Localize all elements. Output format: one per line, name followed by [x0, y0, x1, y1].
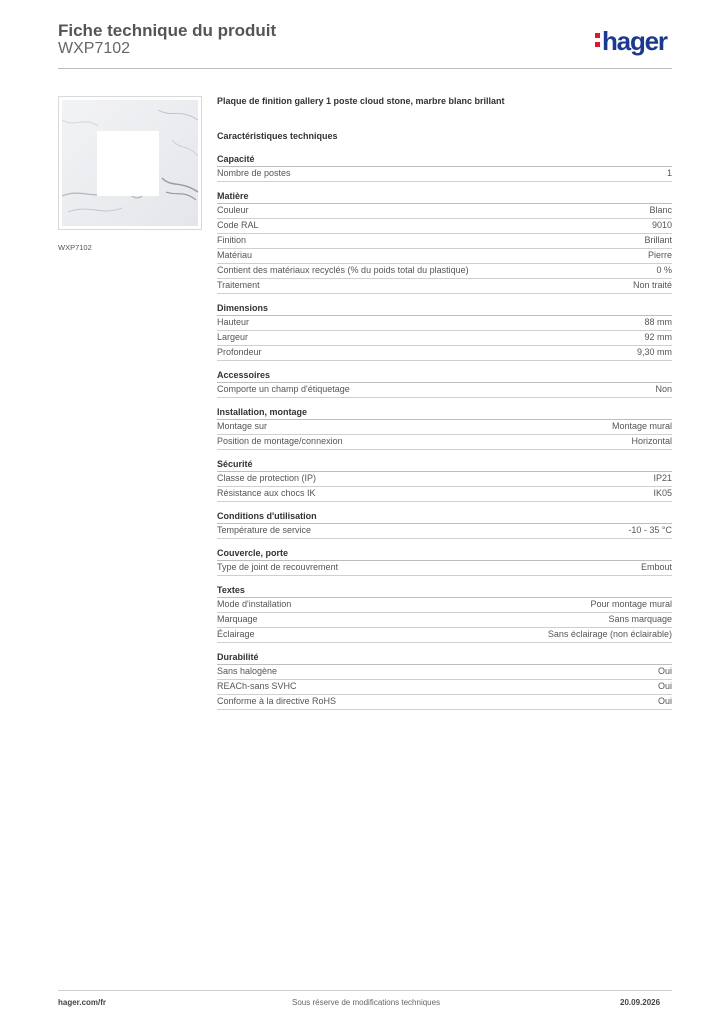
spec-label: Type de joint de recouvrement: [217, 562, 339, 572]
image-caption: WXP7102: [58, 243, 92, 252]
marble-plate-image: [62, 100, 198, 226]
footer-date: 20.09.2026: [620, 998, 661, 1007]
spec-value: Oui: [657, 681, 672, 691]
spec-value: Pierre: [647, 250, 672, 260]
footer-disclaimer: Sous réserve de modifications techniques: [292, 998, 441, 1007]
product-code: WXP7102: [58, 40, 131, 57]
spec-row: [217, 346, 672, 361]
group-title: Sécurité: [217, 458, 672, 472]
spec-row: [217, 472, 672, 487]
spec-row: [217, 264, 672, 279]
spec-group: [217, 458, 672, 502]
spec-value: 92 mm: [644, 332, 672, 342]
spec-label: REACh-sans SVHC: [217, 681, 297, 691]
spec-label: Montage sur: [217, 421, 268, 431]
spec-row: [217, 613, 672, 628]
spec-row: [217, 598, 672, 613]
spec-label: Contient des matériaux recyclés (% du poids total du plastique): [217, 265, 469, 275]
group-title: Capacité: [217, 153, 672, 167]
spec-value: IP21: [653, 473, 672, 483]
spec-label: Marquage: [217, 614, 258, 624]
spec-group: [217, 369, 672, 398]
spec-label: Profondeur: [217, 347, 262, 357]
spec-label: Résistance aux chocs IK: [217, 488, 316, 498]
spec-row: [217, 561, 672, 576]
group-title: Textes: [217, 584, 672, 598]
spec-label: Code RAL: [217, 220, 259, 230]
spec-row: [217, 628, 672, 643]
spec-label: Sans halogène: [217, 666, 278, 676]
spec-value: Horizontal: [631, 436, 672, 446]
spec-group: [217, 584, 672, 643]
spec-label: Éclairage: [217, 629, 255, 639]
spec-groups: [217, 153, 672, 710]
spec-row: [217, 665, 672, 680]
header-divider: [58, 68, 672, 69]
spec-label: Finition: [217, 235, 247, 245]
spec-label: Classe de protection (IP): [217, 473, 317, 483]
spec-row: [217, 316, 672, 331]
spec-label: Position de montage/connexion: [217, 436, 343, 446]
characteristics-title: Caractéristiques techniques: [217, 131, 338, 141]
spec-row: [217, 680, 672, 695]
spec-label: Conforme à la directive RoHS: [217, 696, 337, 706]
spec-row: [217, 219, 672, 234]
group-title: Matière: [217, 190, 672, 204]
spec-label: Comporte un champ d'étiquetage: [217, 384, 350, 394]
footer-divider: [58, 990, 672, 991]
spec-value: Non traité: [632, 280, 672, 290]
spec-row: [217, 383, 672, 398]
group-title: Dimensions: [217, 302, 672, 316]
spec-value: Embout: [640, 562, 672, 572]
spec-value: Sans marquage: [608, 614, 672, 624]
spec-label: Couleur: [217, 205, 249, 215]
spec-value: 88 mm: [644, 317, 672, 327]
hager-logo: [595, 28, 667, 54]
spec-group: [217, 153, 672, 182]
spec-row: [217, 487, 672, 502]
spec-value: Pour montage mural: [590, 599, 672, 609]
spec-row: [217, 279, 672, 294]
spec-value: 9010: [651, 220, 672, 230]
group-title: Durabilité: [217, 651, 672, 665]
spec-group: [217, 651, 672, 710]
spec-value: Sans éclairage (non éclairable): [547, 629, 672, 639]
spec-value: Oui: [657, 666, 672, 676]
logo-text: hager: [602, 26, 667, 56]
spec-row: [217, 167, 672, 182]
spec-label: Largeur: [217, 332, 249, 342]
group-title: Conditions d'utilisation: [217, 510, 672, 524]
spec-label: Nombre de postes: [217, 168, 291, 178]
spec-value: Non: [655, 384, 672, 394]
spec-group: [217, 190, 672, 294]
spec-value: Blanc: [649, 205, 672, 215]
spec-row: [217, 249, 672, 264]
spec-label: Mode d'installation: [217, 599, 292, 609]
footer-website: hager.com/fr: [58, 998, 107, 1007]
spec-label: Traitement: [217, 280, 260, 290]
spec-label: Température de service: [217, 525, 312, 535]
product-image: [58, 96, 202, 230]
spec-group: [217, 547, 672, 576]
logo-dots-icon: [595, 33, 600, 49]
spec-value: 1: [666, 168, 672, 178]
spec-value: -10 - 35 °C: [628, 525, 672, 535]
spec-value: Montage mural: [611, 421, 672, 431]
spec-row: [217, 331, 672, 346]
spec-row: [217, 524, 672, 539]
page-title: Fiche technique du produit: [58, 21, 277, 40]
spec-row: [217, 695, 672, 710]
spec-row: [217, 234, 672, 249]
spec-value: Brillant: [644, 235, 672, 245]
spec-row: [217, 435, 672, 450]
spec-label: Hauteur: [217, 317, 250, 327]
spec-group: [217, 302, 672, 361]
spec-label: Matériau: [217, 250, 253, 260]
spec-group: [217, 510, 672, 539]
spec-value: IK05: [653, 488, 672, 498]
spec-row: [217, 204, 672, 219]
spec-row: [217, 420, 672, 435]
spec-content: [217, 95, 672, 718]
group-title: Installation, montage: [217, 406, 672, 420]
group-title: Couvercle, porte: [217, 547, 672, 561]
spec-group: [217, 406, 672, 450]
spec-value: 0 %: [656, 265, 672, 275]
spec-value: 9,30 mm: [636, 347, 672, 357]
product-description: Plaque de finition gallery 1 poste cloud stone, marbre blanc brillant: [217, 96, 505, 106]
group-title: Accessoires: [217, 369, 672, 383]
spec-value: Oui: [657, 696, 672, 706]
